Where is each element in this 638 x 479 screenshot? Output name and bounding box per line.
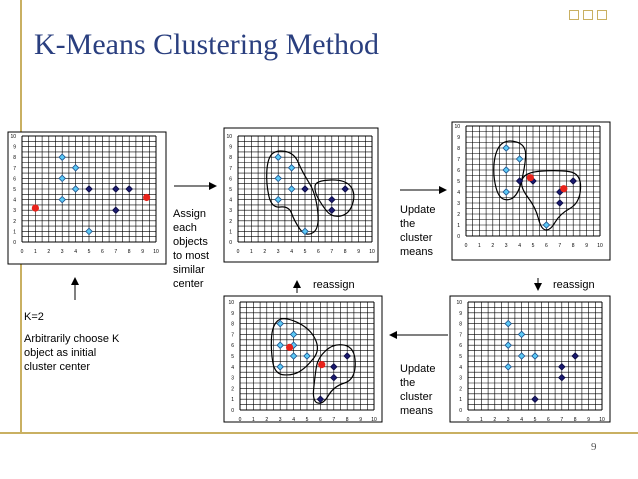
- x-tick-label: 4: [290, 249, 293, 255]
- x-tick-label: 10: [371, 417, 377, 423]
- x-tick-label: 4: [74, 249, 77, 255]
- x-tick-label: 2: [493, 417, 497, 423]
- reassign-label-right: reassign: [553, 279, 595, 291]
- y-tick-label: 8: [459, 321, 462, 328]
- y-tick-label: 8: [13, 155, 16, 162]
- y-tick-label: 10: [10, 134, 16, 140]
- y-tick-label: 8: [229, 155, 232, 162]
- y-tick-label: 9: [459, 310, 462, 317]
- y-tick-label: 7: [457, 157, 460, 163]
- y-tick-label: 8: [231, 321, 234, 328]
- y-tick-label: 3: [229, 208, 232, 215]
- x-tick-label: 3: [276, 249, 280, 255]
- x-tick-label: 7: [330, 249, 334, 255]
- x-tick-label: 9: [359, 417, 362, 423]
- y-tick-label: 1: [13, 229, 16, 236]
- y-tick-label: 5: [457, 179, 460, 185]
- y-tick-label: 3: [13, 208, 16, 215]
- y-tick-label: 5: [231, 354, 234, 360]
- y-tick-label: 10: [454, 124, 460, 130]
- cluster-center: [286, 344, 293, 351]
- x-tick-label: 8: [571, 243, 575, 249]
- x-tick-label: 1: [250, 249, 253, 255]
- x-tick-label: 8: [573, 417, 577, 423]
- y-tick-label: 3: [457, 201, 460, 207]
- x-tick-label: 1: [252, 417, 255, 423]
- cluster-center: [32, 204, 39, 211]
- y-tick-label: 3: [231, 375, 234, 382]
- x-tick-label: 2: [491, 243, 495, 249]
- x-tick-label: 3: [506, 417, 510, 423]
- x-tick-label: 9: [141, 249, 144, 255]
- y-tick-label: 6: [459, 343, 462, 350]
- x-tick-label: 1: [478, 243, 481, 249]
- page-number: 9: [591, 441, 597, 453]
- y-tick-label: 4: [459, 364, 462, 371]
- y-tick-label: 1: [457, 223, 460, 229]
- initial-center-text: Arbitrarily choose K object as initial cluster center: [24, 333, 120, 373]
- x-tick-label: 8: [345, 417, 349, 423]
- x-tick-label: 0: [464, 243, 468, 249]
- y-tick-label: 7: [13, 165, 16, 172]
- y-tick-label: 6: [13, 176, 16, 183]
- x-tick-label: 3: [504, 243, 508, 249]
- y-tick-label: 0: [231, 408, 234, 414]
- y-tick-label: 8: [457, 146, 460, 152]
- y-tick-label: 6: [457, 168, 460, 174]
- y-tick-label: 5: [459, 354, 462, 360]
- cluster-center: [318, 361, 325, 368]
- x-tick-label: 4: [520, 417, 523, 423]
- y-tick-label: 4: [231, 364, 234, 371]
- x-tick-label: 0: [238, 417, 242, 423]
- y-tick-label: 4: [13, 197, 16, 204]
- slide-title: K-Means Clustering Method: [34, 28, 379, 61]
- x-tick-label: 5: [533, 417, 537, 423]
- x-tick-label: 6: [101, 249, 104, 255]
- y-tick-label: 2: [229, 218, 232, 225]
- update-label-bottom: Update the cluster means: [400, 363, 436, 417]
- x-tick-label: 5: [531, 243, 535, 249]
- x-tick-label: 10: [599, 417, 605, 423]
- y-tick-label: 7: [229, 165, 232, 172]
- y-tick-label: 4: [457, 190, 460, 196]
- x-tick-label: 6: [545, 243, 548, 249]
- y-tick-label: 1: [459, 397, 462, 404]
- y-tick-label: 9: [229, 144, 232, 151]
- y-tick-label: 4: [229, 197, 232, 204]
- x-tick-label: 8: [343, 249, 347, 255]
- y-tick-label: 0: [229, 240, 232, 246]
- x-tick-label: 5: [303, 249, 307, 255]
- y-tick-label: 6: [229, 176, 232, 183]
- k-value-label: K=2: [24, 311, 44, 323]
- y-tick-label: 2: [13, 218, 16, 225]
- y-tick-label: 9: [13, 144, 16, 151]
- y-tick-label: 10: [456, 300, 462, 306]
- reassign-label-left: reassign: [313, 279, 355, 291]
- y-tick-label: 5: [13, 187, 16, 193]
- x-tick-label: 1: [34, 249, 37, 255]
- x-tick-label: 10: [369, 249, 375, 255]
- y-tick-label: 0: [457, 234, 460, 240]
- x-tick-label: 6: [319, 417, 322, 423]
- y-tick-label: 7: [459, 332, 462, 339]
- y-tick-label: 10: [228, 300, 234, 306]
- x-tick-label: 3: [278, 417, 282, 423]
- x-tick-label: 2: [47, 249, 51, 255]
- x-tick-label: 0: [466, 417, 470, 423]
- y-tick-label: 0: [459, 408, 462, 414]
- y-tick-label: 3: [459, 375, 462, 382]
- y-tick-label: 2: [457, 212, 460, 218]
- x-tick-label: 9: [585, 243, 588, 249]
- x-tick-label: 0: [20, 249, 24, 255]
- x-tick-label: 7: [332, 417, 336, 423]
- cluster-center: [527, 174, 534, 181]
- x-tick-label: 6: [317, 249, 320, 255]
- x-tick-label: 10: [597, 243, 603, 249]
- cluster-center: [560, 185, 567, 192]
- x-tick-label: 5: [87, 249, 91, 255]
- x-tick-label: 4: [518, 243, 521, 249]
- y-tick-label: 5: [229, 187, 232, 193]
- y-tick-label: 2: [231, 386, 234, 393]
- x-tick-label: 2: [265, 417, 269, 423]
- x-tick-label: 9: [587, 417, 590, 423]
- chart-frame: [224, 296, 382, 422]
- x-tick-label: 9: [357, 249, 360, 255]
- y-tick-label: 1: [231, 397, 234, 404]
- x-tick-label: 7: [558, 243, 562, 249]
- assign-label: Assign each objects to most similar center: [173, 208, 210, 290]
- chart-frame: [450, 296, 610, 422]
- y-tick-label: 9: [231, 310, 234, 317]
- y-tick-label: 9: [457, 135, 460, 141]
- y-tick-label: 2: [459, 386, 462, 393]
- cluster-center: [143, 194, 150, 201]
- x-tick-label: 2: [263, 249, 267, 255]
- update-label-top: Update the cluster means: [400, 204, 436, 258]
- y-tick-label: 10: [226, 134, 232, 140]
- x-tick-label: 3: [60, 249, 64, 255]
- y-tick-label: 7: [231, 332, 234, 339]
- x-tick-label: 8: [127, 249, 131, 255]
- x-tick-label: 7: [560, 417, 564, 423]
- x-tick-label: 5: [305, 417, 309, 423]
- x-tick-label: 6: [547, 417, 550, 423]
- x-tick-label: 0: [236, 249, 240, 255]
- x-tick-label: 1: [480, 417, 483, 423]
- y-tick-label: 6: [231, 343, 234, 350]
- x-tick-label: 10: [153, 249, 159, 255]
- y-tick-label: 0: [13, 240, 16, 246]
- x-tick-label: 4: [292, 417, 295, 423]
- x-tick-label: 7: [114, 249, 118, 255]
- y-tick-label: 1: [229, 229, 232, 236]
